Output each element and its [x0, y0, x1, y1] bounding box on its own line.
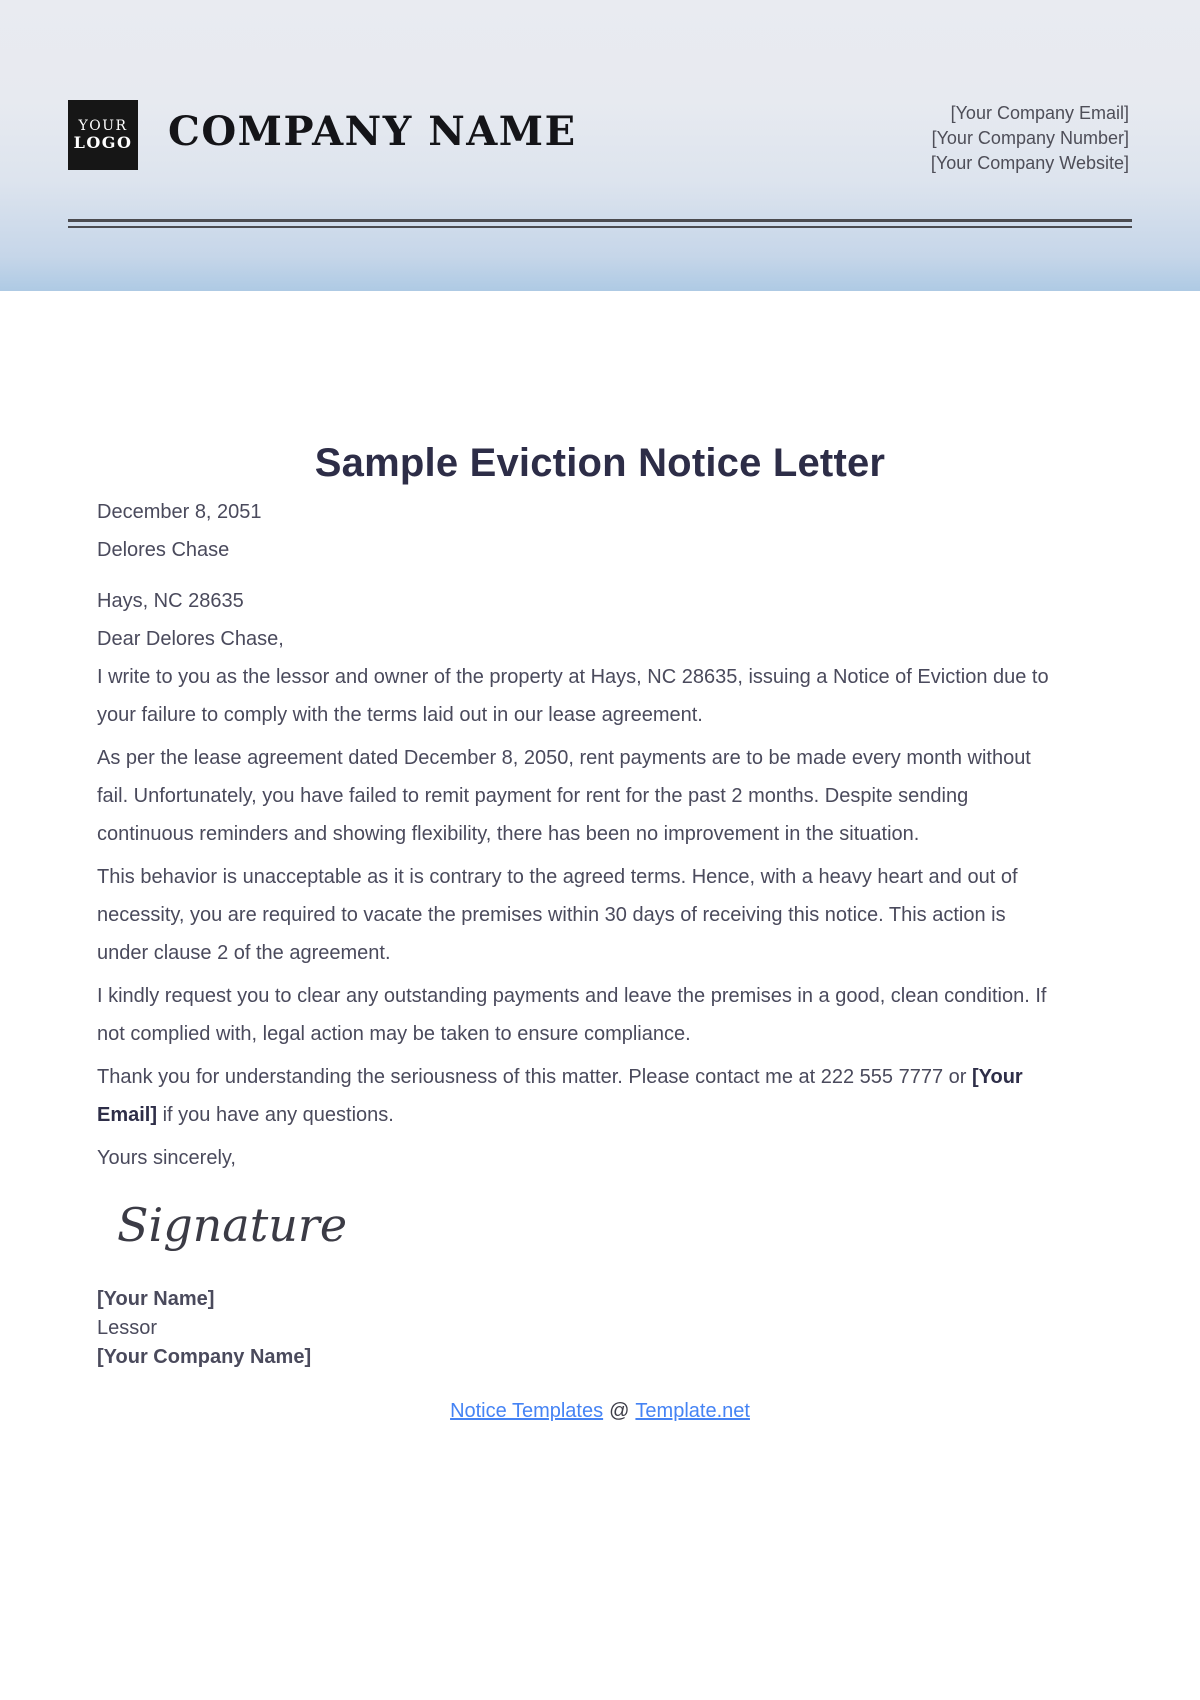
email-placeholder: [Your Email]	[97, 1066, 1023, 1126]
letter-title: Sample Eviction Notice Letter	[314, 441, 886, 485]
template-net-link[interactable]: Template.net	[635, 1400, 750, 1422]
paragraph-vacate-notice: This behavior is unacceptable as it is contrary to the agreed terms. Hence, with a heavy heart and out of necessity, you are required to vacate the premises within 30 days of receiving this notice. This action is under clause 2 of the agreement.	[97, 866, 1018, 964]
closing: Yours sincerely,	[97, 1147, 236, 1169]
header-divider	[68, 219, 1132, 228]
paragraph-contact	[97, 1058, 1059, 1134]
salutation: Dear Delores Chase,	[97, 628, 284, 650]
company-logo	[68, 100, 138, 170]
company-email: [Your Company Email]	[950, 103, 1129, 123]
contact-text-before: Thank you for understanding the seriousness of this matter. Please contact me at 222 555 7777 or	[97, 1066, 972, 1088]
letter-body	[97, 291, 1103, 1424]
paragraph-request: I kindly request you to clear any outstanding payments and leave the premises in a good, clean condition. If not complied with, legal action may be taken to ensure compliance.	[97, 985, 1047, 1045]
recipient-name: Delores Chase	[97, 539, 230, 561]
company-contact-info	[931, 101, 1129, 176]
logo-text-line2: LOGO	[73, 132, 133, 152]
company-website: [Your Company Website]	[930, 153, 1129, 173]
paragraph-intro: I write to you as the lessor and owner of the property at Hays, NC 28635, issuing a Notice of Eviction due to your failure to comply with the terms laid out in our lease agreement.	[97, 666, 1049, 726]
footer-attribution	[97, 1398, 1103, 1424]
sender-title: Lessor	[97, 1317, 158, 1339]
sender-block	[97, 1285, 1103, 1372]
sender-company: [Your Company Name]	[97, 1346, 312, 1368]
signature: Signature	[117, 1198, 348, 1252]
letter-date: December 8, 2051	[97, 501, 262, 523]
notice-templates-link[interactable]: Notice Templates	[450, 1400, 604, 1422]
company-number: [Your Company Number]	[931, 128, 1129, 148]
paragraph-lease-terms: As per the lease agreement dated December 8, 2050, rent payments are to be made every month without fail. Unfortunately, you have failed to remit payment for rent for the past 2 months. Despite sending continuous reminders and showing flexibility, there has been no improvement in the situation.	[97, 747, 1031, 845]
sender-name: [Your Name]	[97, 1288, 215, 1310]
company-name: COMPANY NAME	[168, 108, 577, 155]
contact-text-after: if you have any questions.	[157, 1104, 394, 1126]
logo-text-line1: YOUR	[78, 117, 128, 134]
letterhead	[0, 0, 1200, 291]
footer-separator: @	[609, 1400, 630, 1422]
recipient-address: Hays, NC 28635	[97, 590, 244, 612]
